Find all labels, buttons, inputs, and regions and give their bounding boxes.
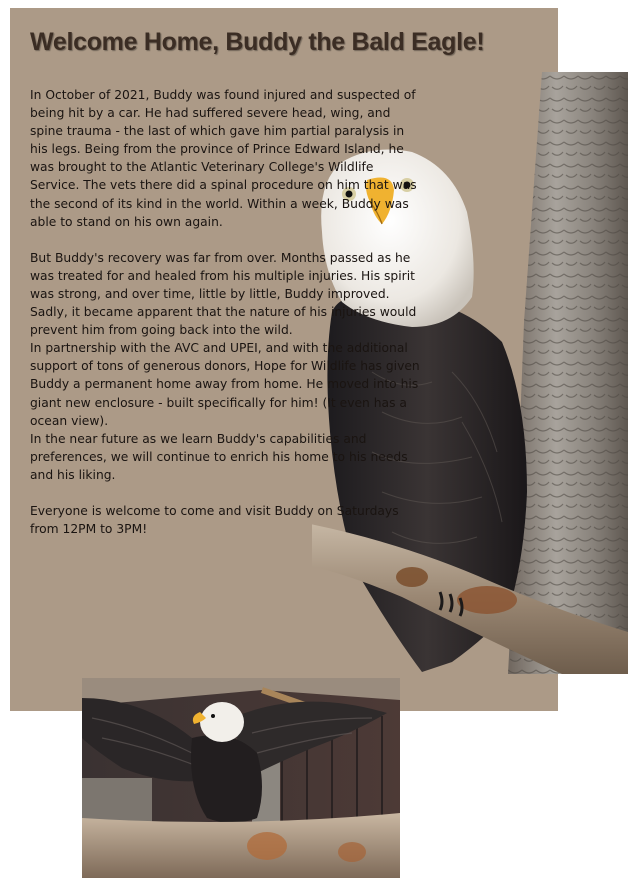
paragraph-future: In the near future as we learn Buddy's capabilities and preferences, we will continue to enrich his home to his needs and his liking. bbox=[30, 431, 408, 482]
paragraph-rescue: In October of 2021, Buddy was found injured and suspected of being hit by a car. He had suffered severe head, wing, and spine trauma - the last of which gave him partial paralysis in his legs. Being from the province of Prince Edward Island, he was brought to the Atlantic Veterinary College's Wildlife Service. The vets there did a spinal procedure on him that was the second of its kind in the world. Within a week, Buddy was able to stand on his own again. bbox=[30, 88, 417, 229]
paragraph-new-home: In partnership with the AVC and UPEI, and with the additional support of tons of generous donors, Hope for Wildlife has given Buddy a permanent home away from home. He moved into his giant new enclosure - built specifically for him! (It even has a ocean view). bbox=[30, 341, 420, 428]
article-body bbox=[30, 86, 425, 538]
paragraph-visiting-hours: Everyone is welcome to come and visit Buddy on Saturdays from 12PM to 3PM! bbox=[30, 503, 399, 537]
eagle-wings-spread-photo bbox=[82, 678, 400, 878]
page-title: Welcome Home, Buddy the Bald Eagle! bbox=[30, 28, 485, 56]
paragraph-recovery: But Buddy's recovery was far from over. Months passed as he was treated for and healed from his multiple injuries. His spirit was strong, and over time, little by little, Buddy improved. Sadly, it became apparent that the nature of his injuries would prevent him from going back into the wild. bbox=[30, 250, 417, 338]
